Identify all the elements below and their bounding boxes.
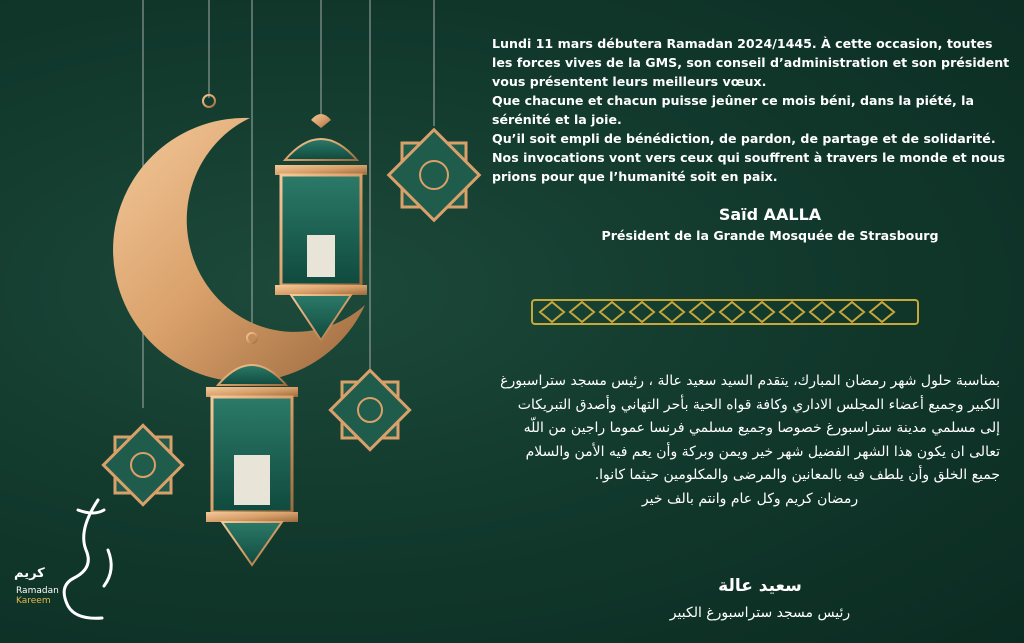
ornament-star-icon xyxy=(330,370,409,449)
french-paragraph: Nos invocations vont vers ceux qui souffrent à travers le monde et nous prions pour que l’humanité soit en paix. xyxy=(492,150,1006,184)
signature-role: رئيس مسجد ستراسبورغ الكبير xyxy=(669,605,851,621)
french-paragraph: Lundi 11 mars débutera Ramadan 2024/1445. À cette occasion, toutes les forces vives de la GMS, son conseil d’administration et son président vous présentent leurs meilleurs vœux. xyxy=(492,36,1010,89)
logo-text-kareem: Kareem xyxy=(16,596,51,606)
signature-name: Saïd AALLA xyxy=(718,205,822,224)
french-signature xyxy=(560,205,980,245)
calligraphy-icon xyxy=(8,490,128,630)
french-message xyxy=(492,34,1012,186)
french-paragraph: Qu’il soit empli de bénédiction, de pardon, de partage et de solidarité. xyxy=(492,131,996,146)
ornament-star-icon xyxy=(389,130,480,221)
arabic-paragraph: بمناسبة حلول شهر رمضان المبارك، يتقدم السيد سعيد عالة ، رئيس مسجد ستراسبورغ الكبير وجميع أعضاء المجلس الاداري وكافة قواه الحية بأحر التهاني وأصدق التبريكات إلى مسلمي مدينة ستراسبورغ خصوصا وجميع مسلمي فرنسا عموما راجين من اللّه تعالى ان يكون هذا الشهر الفضيل شهر خير ويمن وبركة وأن يعم فيه الأمن والسلام جميع الخلق وأن يلطف فيه بالمعانين والمرضى والمكلومين حيثما كانوا. xyxy=(500,373,1000,483)
arabic-paragraph: رمضان كريم وكل عام وانتم بالف خير xyxy=(641,490,859,507)
ramadan-kareem-logo xyxy=(8,490,128,630)
french-paragraph: Que chacune et chacun puisse jeûner ce mois béni, dans la piété, la sérénité et la joie. xyxy=(492,93,974,127)
signature-role: Président de la Grande Mosquée de Strasbourg xyxy=(601,228,939,243)
arabic-message xyxy=(500,370,1000,511)
lantern-icon xyxy=(275,114,367,340)
logo-text-ramadan: Ramadan xyxy=(16,586,59,596)
ornamental-border xyxy=(530,296,920,328)
arabic-signature xyxy=(620,574,900,624)
logo-arabic-text: كريم xyxy=(14,566,45,581)
signature-name: سعيد عالة xyxy=(718,576,802,596)
